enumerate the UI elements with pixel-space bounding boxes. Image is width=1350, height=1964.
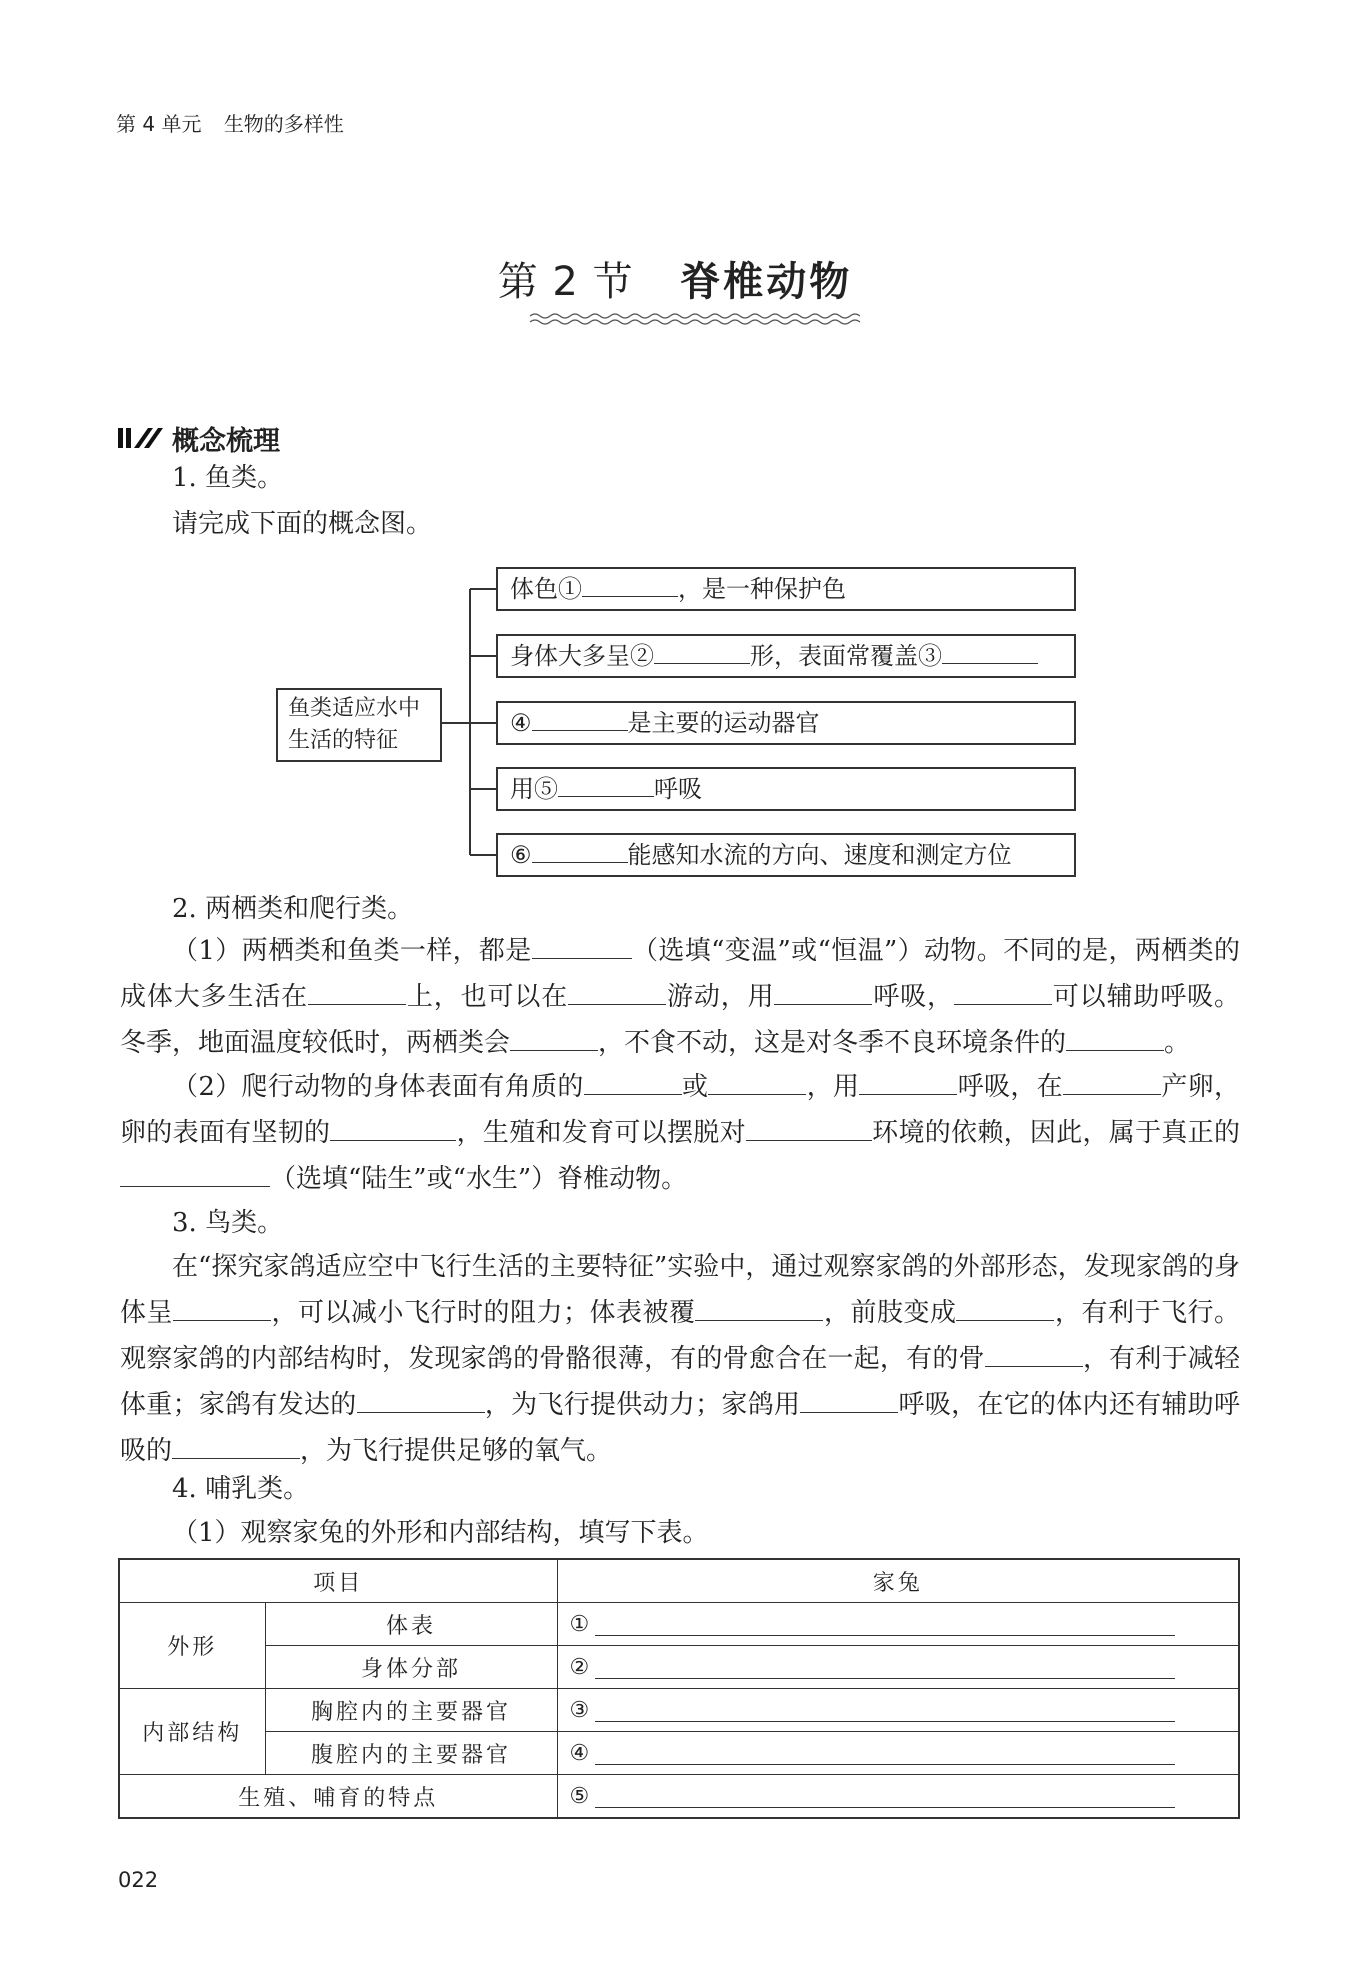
table-row	[119, 1646, 1239, 1689]
concept-box-5: ⑥ 能感知水流的方向、速度和测定方位	[496, 833, 1076, 877]
blank-input[interactable]	[532, 931, 632, 959]
q2-paragraph-1: （1）两栖类和鱼类一样，都是 （选填“变温”或“恒温”）动物。不同的是，两栖类的成体大多生活在 上，也可以在 游动，用 呼吸， 可以辅助呼吸。冬季，地面温度较低时，两栖类会 ，不食不动，这是对冬季不良环境条件的 。	[120, 928, 1240, 1066]
concept-box-3: ④ 是主要的运动器官	[496, 701, 1076, 745]
blank-input[interactable]	[654, 638, 750, 664]
page-number: 022	[118, 1868, 159, 1892]
blank-input[interactable]	[330, 1113, 456, 1141]
blank-input[interactable]	[1063, 1067, 1161, 1095]
blank-input[interactable]	[800, 1385, 898, 1413]
blank-input[interactable]	[172, 1431, 300, 1459]
concept-box-4: 用⑤ 呼吸	[496, 767, 1076, 811]
section-name: 脊椎动物	[680, 259, 853, 305]
answer-cell[interactable]: ②	[557, 1646, 1239, 1689]
blank-input[interactable]	[357, 1385, 485, 1413]
blank-input[interactable]	[558, 771, 654, 797]
blank-input[interactable]	[859, 1067, 957, 1095]
concept-center-box	[276, 688, 442, 762]
row-label: 腹腔内的主要器官	[265, 1732, 557, 1775]
q2-title: 2. 两栖类和爬行类。	[172, 894, 414, 924]
q3-title: 3. 鸟类。	[172, 1208, 284, 1238]
concept-map-connectors	[0, 0, 1350, 900]
blank-input[interactable]	[746, 1113, 872, 1141]
group-outer: 外形	[119, 1603, 265, 1689]
center-line-2: 生活的特征	[288, 728, 399, 753]
answer-line[interactable]	[595, 1613, 1175, 1636]
blank-input[interactable]	[1066, 1023, 1164, 1051]
q1-title: 1. 鱼类。	[172, 463, 284, 493]
group-inner: 内部结构	[119, 1689, 265, 1775]
blank-input[interactable]	[173, 1293, 271, 1321]
blank-input[interactable]	[582, 571, 678, 597]
blank-input[interactable]	[120, 1159, 270, 1187]
answer-line[interactable]	[595, 1785, 1175, 1808]
q3-paragraph: 在“探究家鸽适应空中飞行生活的主要特征”实验中，通过观察家鸽的外部形态，发现家鸽的身体呈 ，可以减小飞行时的阻力；体表被覆 ，前肢变成 ，有利于飞行。观察家鸽的内部结构时，发现家鸽的骨骼很薄，有的骨愈合在一起，有的骨 ，有利于减轻体重；家鸽有发达的 ，为飞行提供动力；家鸽用 呼吸，在它的体内还有辅助呼吸的 ，为飞行提供足够的氧气。	[120, 1252, 1240, 1466]
blank-input[interactable]	[708, 1067, 806, 1095]
blank-input[interactable]	[985, 1339, 1083, 1367]
blank-input[interactable]	[774, 977, 872, 1005]
answer-cell[interactable]: ①	[557, 1603, 1239, 1646]
blank-input[interactable]	[954, 977, 1052, 1005]
row-label: 体表	[265, 1603, 557, 1646]
answer-cell[interactable]: ⑤	[557, 1775, 1239, 1819]
concept-heading-text: 概念梳理	[172, 425, 280, 457]
answer-cell[interactable]: ④	[557, 1732, 1239, 1775]
table-header-row	[119, 1559, 1239, 1603]
blank-input[interactable]	[532, 837, 628, 863]
table-row	[119, 1775, 1239, 1819]
answer-line[interactable]	[595, 1742, 1175, 1765]
answer-cell[interactable]: ③	[557, 1689, 1239, 1732]
blank-input[interactable]	[695, 1293, 823, 1321]
row-label: 生殖、哺育的特点	[119, 1775, 557, 1819]
rabbit-table	[118, 1558, 1240, 1819]
q2-paragraph-2: （2）爬行动物的身体表面有角质的 或 ，用 呼吸，在 产卵，卵的表面有坚韧的 ，生殖和发育可以摆脱对 环境的依赖，因此，属于真正的（选填“陆生”或“水生”）脊椎动物。	[120, 1064, 1240, 1202]
q1-instruction: 请完成下面的概念图。	[172, 509, 433, 539]
table-row	[119, 1689, 1239, 1732]
table-row	[119, 1603, 1239, 1646]
blank-input[interactable]	[532, 705, 628, 731]
q4-title: 4. 哺乳类。	[172, 1474, 310, 1504]
table-header-item: 项目	[119, 1559, 557, 1603]
blank-input[interactable]	[568, 977, 666, 1005]
blank-input[interactable]	[510, 1023, 598, 1051]
blank-input[interactable]	[942, 638, 1038, 664]
table-row	[119, 1732, 1239, 1775]
answer-line[interactable]	[595, 1656, 1175, 1679]
center-line-1: 鱼类适应水中	[288, 696, 421, 721]
section-number: 第 2 节	[497, 259, 634, 305]
unit-title: 生物的多样性	[223, 112, 344, 136]
table-header-rabbit: 家兔	[557, 1559, 1239, 1603]
blank-input[interactable]	[584, 1067, 682, 1095]
blank-input[interactable]	[308, 977, 406, 1005]
unit-label: 第 4 单元	[116, 112, 202, 136]
row-label: 胸腔内的主要器官	[265, 1689, 557, 1732]
concept-box-2: 身体大多呈② 形，表面常覆盖③	[496, 634, 1076, 678]
answer-line[interactable]	[595, 1699, 1175, 1722]
row-label: 身体分部	[265, 1646, 557, 1689]
concept-box-1: 体色① ，是一种保护色	[496, 567, 1076, 611]
blank-input[interactable]	[956, 1293, 1054, 1321]
q4-subquestion: （1）观察家兔的外形和内部结构，填写下表。	[172, 1518, 709, 1548]
